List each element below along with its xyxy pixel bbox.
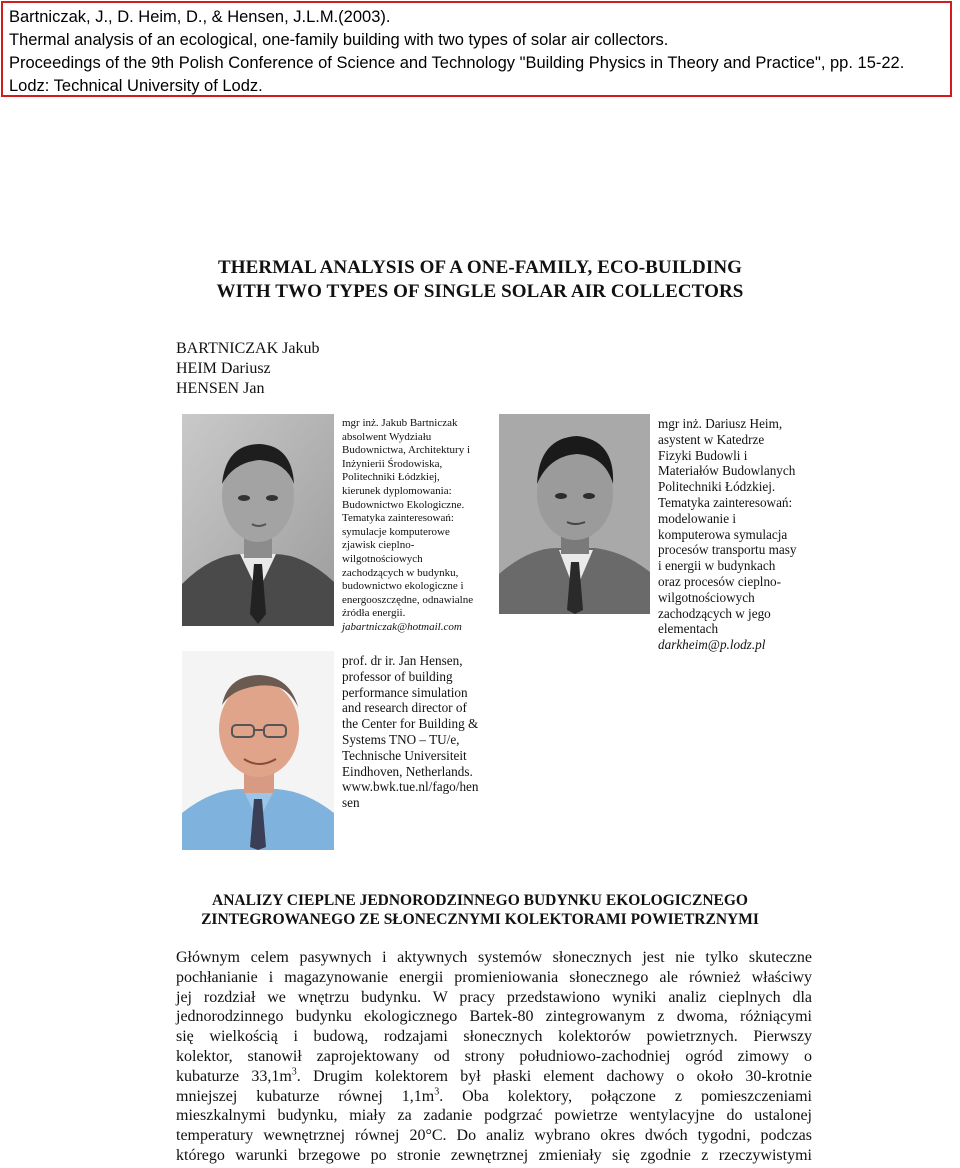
citation-line: Proceedings of the 9th Polish Conference of Science and Technology "Building Physics in Theory and Practice", pp. 15-22. bbox=[9, 54, 905, 72]
abstract-line: którego warunki brzegowe po stronie zewnętrznej zmieniały się zgodnie z rzeczywistymi bbox=[176, 1146, 812, 1164]
bio-line: absolwent Wydziału bbox=[342, 430, 432, 443]
abstract-text: . Oba kolektory, połączone z pomieszczeniami bbox=[439, 1087, 813, 1105]
paper-title-line2: WITH TWO TYPES OF SINGLE SOLAR AIR COLLECTORS bbox=[216, 281, 744, 302]
abstract-text: . Drugim kolektorem był płaski element dachowy o około 30-krotnie bbox=[296, 1067, 812, 1085]
bio-hensen bbox=[342, 653, 497, 811]
author-list bbox=[176, 339, 319, 399]
bio-line: Inżynierii Środowiska, bbox=[342, 457, 443, 470]
bio-line: Politechniki Łódzkiej, bbox=[342, 471, 440, 484]
polish-title-line1: ANALIZY CIEPLNE JEDNORODZINNEGO BUDYNKU EKOLOGICZNEGO bbox=[212, 892, 748, 909]
author-name: HEIM Dariusz bbox=[176, 360, 271, 377]
bio-line: mgr inż. Dariusz Heim, bbox=[658, 416, 783, 431]
polish-title-line2: ZINTEGROWANEGO ZE SŁONECZNYMI KOLEKTORAMI POWIETRZNYMI bbox=[201, 911, 759, 928]
author-photo-hensen bbox=[182, 651, 334, 850]
author-photo-heim bbox=[499, 414, 650, 614]
abstract-text: mniejszej kubaturze równej 1,1m bbox=[176, 1087, 435, 1105]
bio-line: Eindhoven, Netherlands. bbox=[342, 763, 473, 779]
portrait-image bbox=[182, 651, 334, 850]
abstract-line: jej rozdział we wnętrzu budynku. W pracy przedstawiono wyniki analiz cieplnych dla bbox=[176, 988, 812, 1006]
bio-line[interactable]: www.bwk.tue.nl/fago/hen bbox=[342, 779, 479, 795]
bio-line: Politechniki Łódzkiej. bbox=[658, 479, 776, 495]
citation-line: Thermal analysis of an ecological, one-family building with two types of solar air collectors. bbox=[9, 31, 669, 49]
author-name: HENSEN Jan bbox=[176, 380, 265, 397]
bio-line: oraz procesów cieplno- bbox=[658, 573, 782, 589]
bio-line: procesów transportu masy bbox=[658, 542, 797, 558]
abstract-line: Głównym celem pasywnych i aktywnych systemów słonecznych jest nie tylko skuteczne bbox=[176, 949, 812, 966]
bio-line: budownictwo ekologiczne i bbox=[342, 580, 464, 593]
polish-title bbox=[0, 891, 960, 929]
abstract-line: temperatury wewnętrznej równej 20°C. Do analiz wybrano okres dwóch tygodni, podczas bbox=[176, 1127, 812, 1145]
bio-line: Budownictwa, Architektury i bbox=[342, 444, 471, 457]
bio-line: Systems TNO – TU/e, bbox=[342, 731, 460, 747]
bio-line: mgr inż. Jakub Bartniczak bbox=[342, 417, 458, 429]
abstract-line: jednorodzinnego budynku ekologicznego Bartek-80 zintegrowanym z dwoma, różniącymi bbox=[176, 1008, 812, 1026]
abstract-line: kolektor, stanowił zaprojektowany od strony południowo-zachodniej ogród zimowy o bbox=[176, 1047, 812, 1065]
bio-line: wilgotnościowych bbox=[342, 552, 423, 565]
citation-line: Lodz: Technical University of Lodz. bbox=[9, 77, 263, 95]
citation-box bbox=[1, 1, 952, 97]
bio-line: performance simulation bbox=[342, 684, 468, 700]
citation-line: Bartniczak, J., D. Heim, D., & Hensen, J.L.M.(2003). bbox=[9, 8, 391, 26]
abstract-line-with-superscript bbox=[176, 1067, 812, 1087]
bio-line: prof. dr ir. Jan Hensen, bbox=[342, 653, 463, 668]
paper-title-line1: THERMAL ANALYSIS OF A ONE-FAMILY, ECO-BUILDING bbox=[217, 257, 743, 278]
bio-line: zjawisk cieplno- bbox=[342, 539, 415, 552]
bio-bartniczak bbox=[342, 417, 492, 635]
abstract-line-with-superscript bbox=[176, 1087, 812, 1107]
bio-line: energooszczędne, odnawialne bbox=[342, 593, 474, 606]
bio-line: elementach bbox=[658, 621, 719, 637]
bio-email[interactable]: darkheim@p.lodz.pl bbox=[658, 637, 766, 653]
bio-line: the Center for Building & bbox=[342, 716, 479, 732]
bio-email[interactable]: jabartniczak@hotmail.com bbox=[342, 620, 462, 633]
bio-line[interactable]: sen bbox=[342, 795, 360, 811]
bio-line: źródła energii. bbox=[342, 607, 406, 620]
superscript: 3 bbox=[434, 1086, 440, 1098]
bio-line: kierunek dyplomowania: bbox=[342, 484, 452, 497]
bio-line: wilgotnościowych bbox=[658, 589, 755, 605]
abstract-line: się wielkością i budową, rodzajami słonecznych kolektorów powietrznych. Pierwszy bbox=[176, 1028, 812, 1046]
bio-line: i energii w budynkach bbox=[658, 558, 776, 574]
portrait-image bbox=[182, 414, 334, 626]
bio-line: symulacje komputerowe bbox=[342, 525, 450, 538]
bio-heim bbox=[658, 416, 828, 653]
superscript: 3 bbox=[291, 1066, 297, 1078]
bio-line: modelowanie i bbox=[658, 510, 737, 526]
bio-line: zachodzących w jego bbox=[658, 605, 771, 621]
bio-line: Tematyka zainteresowań: bbox=[658, 494, 793, 510]
bio-line: asystent w Katedrze bbox=[658, 431, 765, 447]
bio-line: and research director of bbox=[342, 700, 467, 716]
paper-title bbox=[0, 256, 960, 304]
bio-line: professor of building bbox=[342, 668, 453, 684]
bio-line: Tematyka zainteresowań: bbox=[342, 512, 454, 525]
abstract-line: mieszkalnymi budynku, miały za zadanie podgrzać powietrze wentylacyjne do ustalonej bbox=[176, 1107, 812, 1125]
bio-line: Technische Universiteit bbox=[342, 747, 467, 763]
abstract-text: kubaturze 33,1m bbox=[176, 1067, 292, 1085]
bio-line: Budownictwo Ekologiczne. bbox=[342, 498, 465, 511]
bio-line: Materiałów Budowlanych bbox=[658, 463, 796, 479]
bio-line: zachodzących w budynku, bbox=[342, 566, 459, 579]
bio-line: komputerowa symulacja bbox=[658, 526, 788, 542]
portrait-image bbox=[499, 414, 650, 614]
bio-line: Fizyki Budowli i bbox=[658, 447, 748, 463]
author-photo-bartniczak bbox=[182, 414, 334, 626]
abstract-line: pochłanianie i magazynowanie energii promieniowania słonecznego ale również właściwy bbox=[176, 968, 812, 986]
abstract-paragraph bbox=[176, 948, 812, 1166]
author-name: BARTNICZAK Jakub bbox=[176, 340, 320, 357]
